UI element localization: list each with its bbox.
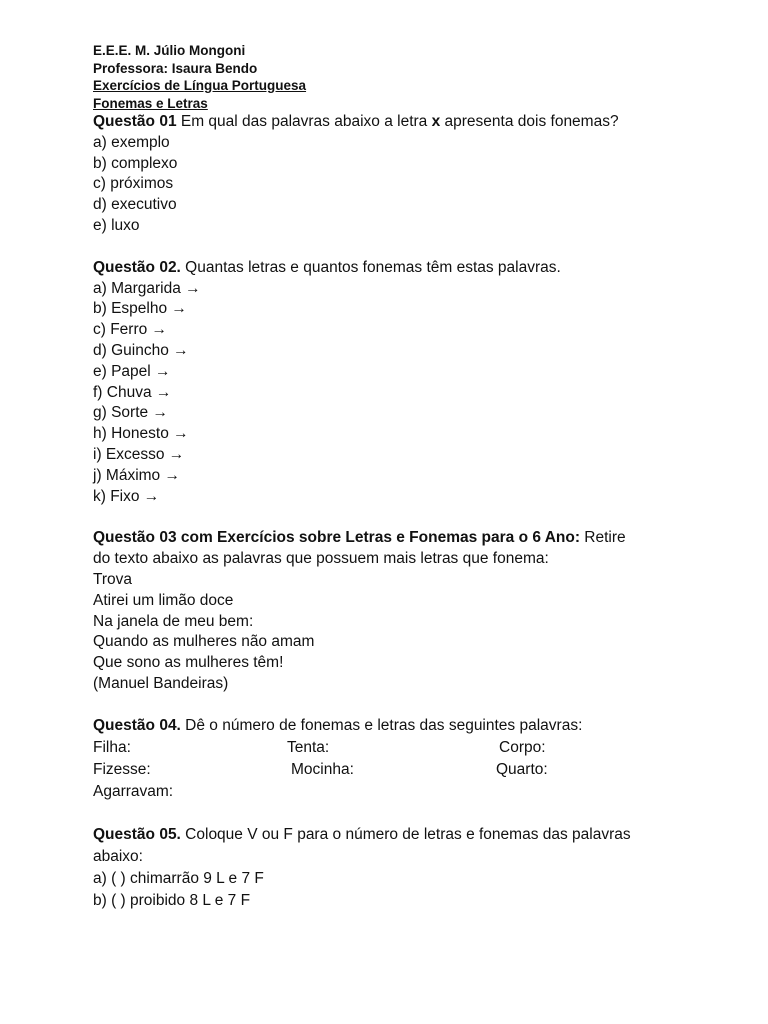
q2-item: g) Sorte →	[93, 404, 168, 422]
q1-text-after: apresenta dois fonemas?	[440, 113, 619, 130]
q2-text: Quantas letras e quantos fonemas têm estas palavras.	[180, 258, 561, 276]
q1-highlight: x	[431, 113, 441, 130]
q1-option: a) exemplo	[93, 133, 170, 151]
q5-prompt	[93, 824, 733, 846]
worksheet	[93, 42, 733, 912]
q5-label: Questão 05.	[93, 825, 181, 843]
q1-prompt	[93, 112, 733, 133]
topic-title: Fonemas e Letras	[93, 95, 208, 111]
q3-text-line2: do texto abaixo as palavras que possuem mais letras que fonema:	[93, 550, 549, 568]
q1-option: e) luxo	[93, 216, 140, 234]
q4-word: Tenta:	[287, 738, 330, 756]
q1-option: c) próximos	[93, 175, 174, 193]
q1-label: Questão 01	[93, 113, 177, 130]
q4-label: Questão 04.	[93, 716, 181, 734]
q4-word: Fizesse:	[93, 760, 151, 778]
q2-item: c) Ferro →	[93, 321, 168, 339]
q4-row	[93, 737, 733, 759]
poem-line: Atirei um limão doce	[93, 591, 234, 609]
q2-item: k) Fixo →	[93, 487, 160, 505]
q4-word: Agarravam:	[93, 782, 174, 800]
q5-text-line1: Coloque V ou F para o número de letras e fonemas das palavras	[180, 825, 631, 843]
q2-item: e) Papel →	[93, 362, 171, 380]
q4-text: Dê o número de fonemas e letras das seguintes palavras:	[180, 716, 583, 734]
q1-option: d) executivo	[93, 196, 177, 214]
q4-row	[93, 759, 733, 781]
q2-item: a) Margarida →	[93, 279, 201, 297]
q4-prompt	[93, 716, 733, 737]
q2-item: i) Excesso →	[93, 445, 185, 463]
q2-label: Questão 02.	[93, 258, 181, 276]
poem-line: Que sono as mulheres têm!	[93, 654, 284, 672]
q2-item: h) Honesto →	[93, 425, 189, 443]
subject-title: Exercícios de Língua Portuguesa	[93, 78, 307, 93]
poem-line: Na janela de meu bem:	[93, 612, 254, 630]
q4-word: Filha:	[93, 738, 131, 756]
school-name: E.E.E. M. Júlio Mongoni	[93, 43, 246, 58]
q4-word: Mocinha:	[291, 760, 354, 778]
q2-item: d) Guincho →	[93, 341, 189, 359]
q4-word: Quarto:	[496, 760, 548, 778]
q4-row	[93, 781, 733, 803]
q5-text-line2: abaixo:	[93, 847, 143, 865]
poem-line: Trova	[93, 570, 133, 588]
q3-prompt	[93, 528, 733, 549]
q1-option: b) complexo	[93, 154, 178, 172]
q4-word: Corpo:	[499, 738, 546, 756]
q3-label: Questão 03 com Exercícios sobre Letras e Fonemas para o 6 Ano:	[93, 529, 580, 547]
q1-text-before: Em qual das palavras abaixo a letra	[176, 113, 432, 130]
teacher-name: Professora: Isaura Bendo	[93, 60, 258, 76]
q5-item: b) ( ) proibido 8 L e 7 F	[93, 891, 251, 909]
q2-prompt	[93, 258, 733, 279]
poem-author: (Manuel Bandeiras)	[93, 674, 229, 692]
q2-item: j) Máximo →	[93, 466, 180, 484]
q5-item: a) ( ) chimarrão 9 L e 7 F	[93, 869, 264, 887]
poem-line: Quando as mulheres não amam	[93, 633, 315, 651]
q2-item: b) Espelho →	[93, 300, 187, 318]
q3-text-line1: Retire	[580, 529, 626, 547]
q2-item: f) Chuva →	[93, 383, 172, 401]
